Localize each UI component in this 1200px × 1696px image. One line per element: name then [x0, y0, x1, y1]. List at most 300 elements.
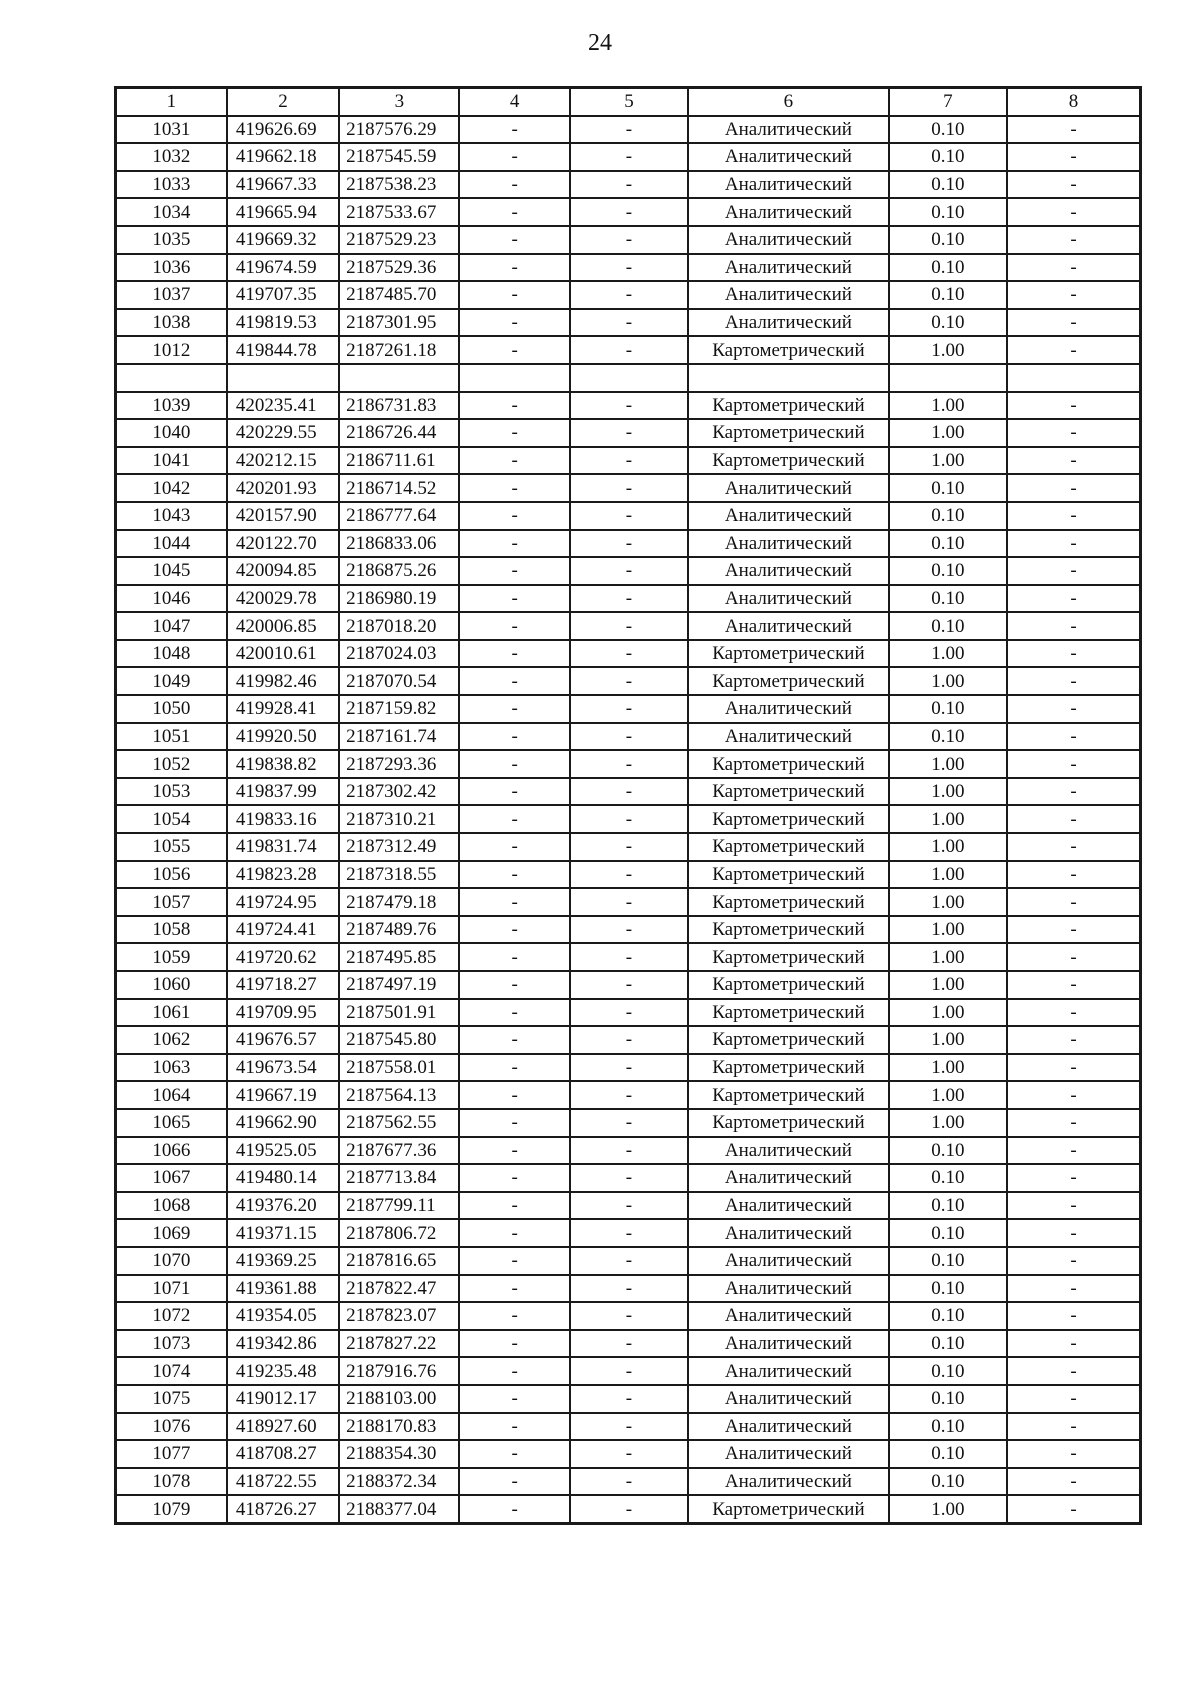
x-coordinate-cell: 419724.41: [227, 916, 339, 944]
method-cell: Аналитический: [688, 226, 889, 254]
col4-cell: -: [459, 1109, 569, 1137]
col4-cell: -: [459, 888, 569, 916]
col8-cell: -: [1007, 1275, 1140, 1303]
col8-cell: -: [1007, 805, 1140, 833]
point-number-cell: 1056: [116, 861, 227, 889]
col5-cell: -: [570, 530, 688, 558]
point-number-cell: 1042: [116, 474, 227, 502]
method-cell: Аналитический: [688, 1330, 889, 1358]
point-number-cell: 1048: [116, 640, 227, 668]
y-coordinate-cell: 2188170.83: [339, 1413, 459, 1441]
point-number-cell: [116, 364, 227, 392]
col4-cell: -: [459, 530, 569, 558]
x-coordinate-cell: 419718.27: [227, 971, 339, 999]
method-cell: Аналитический: [688, 309, 889, 337]
column-header: 4: [459, 88, 569, 116]
x-coordinate-cell: 418927.60: [227, 1413, 339, 1441]
method-cell: Аналитический: [688, 695, 889, 723]
coordinates-table: [114, 86, 1142, 1525]
point-number-cell: 1054: [116, 805, 227, 833]
method-cell: Картометрический: [688, 667, 889, 695]
accuracy-cell: 0.10: [889, 1468, 1007, 1496]
table-row: [116, 1137, 1141, 1165]
accuracy-cell: 0.10: [889, 1192, 1007, 1220]
col8-cell: -: [1007, 1330, 1140, 1358]
method-cell: Картометрический: [688, 392, 889, 420]
col4-cell: -: [459, 447, 569, 475]
x-coordinate-cell: 419833.16: [227, 805, 339, 833]
col5-cell: -: [570, 502, 688, 530]
col8-cell: -: [1007, 1385, 1140, 1413]
table-row: [116, 309, 1141, 337]
col4-cell: -: [459, 612, 569, 640]
accuracy-cell: 1.00: [889, 999, 1007, 1027]
accuracy-cell: 0.10: [889, 226, 1007, 254]
col4-cell: [459, 364, 569, 392]
accuracy-cell: 1.00: [889, 1109, 1007, 1137]
method-cell: Аналитический: [688, 143, 889, 171]
col4-cell: -: [459, 1054, 569, 1082]
accuracy-cell: 1.00: [889, 1026, 1007, 1054]
col4-cell: -: [459, 723, 569, 751]
y-coordinate-cell: 2188103.00: [339, 1385, 459, 1413]
col5-cell: -: [570, 336, 688, 364]
col4-cell: -: [459, 640, 569, 668]
col4-cell: -: [459, 281, 569, 309]
table-row: [116, 474, 1141, 502]
method-cell: Аналитический: [688, 116, 889, 144]
col5-cell: -: [570, 1164, 688, 1192]
col5-cell: -: [570, 1192, 688, 1220]
method-cell: Картометрический: [688, 640, 889, 668]
x-coordinate-cell: 419720.62: [227, 943, 339, 971]
col4-cell: -: [459, 557, 569, 585]
x-coordinate-cell: 419480.14: [227, 1164, 339, 1192]
point-number-cell: 1078: [116, 1468, 227, 1496]
col8-cell: -: [1007, 502, 1140, 530]
y-coordinate-cell: 2187159.82: [339, 695, 459, 723]
col4-cell: -: [459, 419, 569, 447]
y-coordinate-cell: 2187545.80: [339, 1026, 459, 1054]
col8-cell: -: [1007, 143, 1140, 171]
col8-cell: -: [1007, 419, 1140, 447]
col8-cell: [1007, 364, 1140, 392]
table-row: [116, 447, 1141, 475]
accuracy-cell: 1.00: [889, 447, 1007, 475]
col8-cell: -: [1007, 1302, 1140, 1330]
y-coordinate-cell: 2187558.01: [339, 1054, 459, 1082]
method-cell: Картометрический: [688, 1026, 889, 1054]
table-row: [116, 585, 1141, 613]
method-cell: Аналитический: [688, 1385, 889, 1413]
point-number-cell: 1052: [116, 750, 227, 778]
col5-cell: -: [570, 612, 688, 640]
accuracy-cell: 0.10: [889, 1413, 1007, 1441]
y-coordinate-cell: 2187070.54: [339, 667, 459, 695]
x-coordinate-cell: 419823.28: [227, 861, 339, 889]
method-cell: Аналитический: [688, 1192, 889, 1220]
col8-cell: -: [1007, 530, 1140, 558]
method-cell: Картометрический: [688, 971, 889, 999]
col5-cell: -: [570, 1330, 688, 1358]
point-number-cell: 1072: [116, 1302, 227, 1330]
col8-cell: -: [1007, 1247, 1140, 1275]
accuracy-cell: 0.10: [889, 1164, 1007, 1192]
col5-cell: -: [570, 585, 688, 613]
y-coordinate-cell: 2187018.20: [339, 612, 459, 640]
accuracy-cell: 1.00: [889, 916, 1007, 944]
x-coordinate-cell: 419673.54: [227, 1054, 339, 1082]
x-coordinate-cell: 419709.95: [227, 999, 339, 1027]
col8-cell: -: [1007, 612, 1140, 640]
col5-cell: -: [570, 447, 688, 475]
column-header: 6: [688, 88, 889, 116]
col4-cell: -: [459, 1495, 569, 1523]
col4-cell: -: [459, 778, 569, 806]
point-number-cell: 1047: [116, 612, 227, 640]
x-coordinate-cell: 419676.57: [227, 1026, 339, 1054]
method-cell: Картометрический: [688, 1081, 889, 1109]
y-coordinate-cell: 2187161.74: [339, 723, 459, 751]
accuracy-cell: 1.00: [889, 336, 1007, 364]
x-coordinate-cell: 419662.18: [227, 143, 339, 171]
col8-cell: -: [1007, 1219, 1140, 1247]
col8-cell: -: [1007, 557, 1140, 585]
x-coordinate-cell: 420006.85: [227, 612, 339, 640]
method-cell: Аналитический: [688, 1275, 889, 1303]
table-row: [116, 1440, 1141, 1468]
method-cell: Аналитический: [688, 198, 889, 226]
x-coordinate-cell: 419674.59: [227, 254, 339, 282]
table-row: [116, 171, 1141, 199]
y-coordinate-cell: 2187301.95: [339, 309, 459, 337]
method-cell: Картометрический: [688, 1109, 889, 1137]
col5-cell: -: [570, 916, 688, 944]
method-cell: Аналитический: [688, 254, 889, 282]
table-row: [116, 916, 1141, 944]
y-coordinate-cell: 2187533.67: [339, 198, 459, 226]
accuracy-cell: 0.10: [889, 1440, 1007, 1468]
point-number-cell: 1070: [116, 1247, 227, 1275]
col8-cell: -: [1007, 667, 1140, 695]
table-row: [116, 557, 1141, 585]
accuracy-cell: 0.10: [889, 1385, 1007, 1413]
col4-cell: -: [459, 392, 569, 420]
col5-cell: [570, 364, 688, 392]
point-number-cell: 1060: [116, 971, 227, 999]
accuracy-cell: 1.00: [889, 861, 1007, 889]
accuracy-cell: 0.10: [889, 281, 1007, 309]
col8-cell: -: [1007, 474, 1140, 502]
col4-cell: -: [459, 1137, 569, 1165]
table-row: [116, 1109, 1141, 1137]
col5-cell: -: [570, 1468, 688, 1496]
table-row: [116, 502, 1141, 530]
col5-cell: -: [570, 861, 688, 889]
point-number-cell: 1062: [116, 1026, 227, 1054]
point-number-cell: 1038: [116, 309, 227, 337]
method-cell: Аналитический: [688, 530, 889, 558]
table-row: [116, 1054, 1141, 1082]
method-cell: Аналитический: [688, 723, 889, 751]
point-number-cell: 1041: [116, 447, 227, 475]
col8-cell: -: [1007, 888, 1140, 916]
x-coordinate-cell: 419525.05: [227, 1137, 339, 1165]
col5-cell: -: [570, 1440, 688, 1468]
accuracy-cell: 1.00: [889, 778, 1007, 806]
col5-cell: -: [570, 833, 688, 861]
point-number-cell: 1065: [116, 1109, 227, 1137]
col4-cell: -: [459, 1275, 569, 1303]
col8-cell: -: [1007, 1440, 1140, 1468]
y-coordinate-cell: 2187261.18: [339, 336, 459, 364]
table-row: [116, 1275, 1141, 1303]
col4-cell: -: [459, 336, 569, 364]
point-number-cell: 1066: [116, 1137, 227, 1165]
y-coordinate-cell: 2187823.07: [339, 1302, 459, 1330]
method-cell: Аналитический: [688, 171, 889, 199]
method-cell: Картометрический: [688, 447, 889, 475]
point-number-cell: 1077: [116, 1440, 227, 1468]
col4-cell: -: [459, 226, 569, 254]
x-coordinate-cell: 419665.94: [227, 198, 339, 226]
col4-cell: -: [459, 309, 569, 337]
y-coordinate-cell: 2187312.49: [339, 833, 459, 861]
x-coordinate-cell: 419844.78: [227, 336, 339, 364]
accuracy-cell: 0.10: [889, 502, 1007, 530]
table-row: [116, 723, 1141, 751]
table-row: [116, 1219, 1141, 1247]
method-cell: Аналитический: [688, 474, 889, 502]
accuracy-cell: 1.00: [889, 1054, 1007, 1082]
point-number-cell: 1034: [116, 198, 227, 226]
col8-cell: -: [1007, 861, 1140, 889]
table-row: [116, 750, 1141, 778]
y-coordinate-cell: 2187916.76: [339, 1357, 459, 1385]
y-coordinate-cell: 2187024.03: [339, 640, 459, 668]
col4-cell: -: [459, 1192, 569, 1220]
col5-cell: -: [570, 392, 688, 420]
col5-cell: -: [570, 640, 688, 668]
col5-cell: -: [570, 226, 688, 254]
point-number-cell: 1046: [116, 585, 227, 613]
point-number-cell: 1064: [116, 1081, 227, 1109]
y-coordinate-cell: 2186875.26: [339, 557, 459, 585]
column-header: 5: [570, 88, 688, 116]
col5-cell: -: [570, 1413, 688, 1441]
col8-cell: -: [1007, 695, 1140, 723]
col5-cell: -: [570, 1302, 688, 1330]
y-coordinate-cell: 2188377.04: [339, 1495, 459, 1523]
col5-cell: -: [570, 143, 688, 171]
col4-cell: -: [459, 171, 569, 199]
col5-cell: -: [570, 1109, 688, 1137]
col5-cell: -: [570, 557, 688, 585]
col4-cell: -: [459, 916, 569, 944]
y-coordinate-cell: 2187822.47: [339, 1275, 459, 1303]
accuracy-cell: 1.00: [889, 640, 1007, 668]
col5-cell: -: [570, 254, 688, 282]
y-coordinate-cell: 2187545.59: [339, 143, 459, 171]
point-number-cell: 1036: [116, 254, 227, 282]
method-cell: Картометрический: [688, 833, 889, 861]
method-cell: Картометрический: [688, 1495, 889, 1523]
col4-cell: -: [459, 1385, 569, 1413]
point-number-cell: 1079: [116, 1495, 227, 1523]
table-row: [116, 861, 1141, 889]
accuracy-cell: 0.10: [889, 1302, 1007, 1330]
col8-cell: -: [1007, 1054, 1140, 1082]
point-number-cell: 1039: [116, 392, 227, 420]
point-number-cell: 1059: [116, 943, 227, 971]
point-number-cell: 1031: [116, 116, 227, 144]
table-row: [116, 1302, 1141, 1330]
table-row: [116, 612, 1141, 640]
x-coordinate-cell: 419376.20: [227, 1192, 339, 1220]
method-cell: Картометрический: [688, 1054, 889, 1082]
method-cell: Аналитический: [688, 1357, 889, 1385]
col4-cell: -: [459, 254, 569, 282]
col8-cell: -: [1007, 1026, 1140, 1054]
method-cell: Аналитический: [688, 1440, 889, 1468]
col4-cell: -: [459, 1330, 569, 1358]
method-cell: Картометрический: [688, 778, 889, 806]
table-row: [116, 226, 1141, 254]
y-coordinate-cell: 2187479.18: [339, 888, 459, 916]
y-coordinate-cell: 2186731.83: [339, 392, 459, 420]
y-coordinate-cell: 2187564.13: [339, 1081, 459, 1109]
col5-cell: -: [570, 1495, 688, 1523]
y-coordinate-cell: 2187489.76: [339, 916, 459, 944]
col4-cell: -: [459, 667, 569, 695]
table-row: [116, 1247, 1141, 1275]
accuracy-cell: 1.00: [889, 805, 1007, 833]
table-row: [116, 971, 1141, 999]
accuracy-cell: 0.10: [889, 171, 1007, 199]
table-row: [116, 1192, 1141, 1220]
table-row: [116, 1495, 1141, 1523]
col8-cell: -: [1007, 281, 1140, 309]
col8-cell: -: [1007, 116, 1140, 144]
col5-cell: -: [570, 198, 688, 226]
col5-cell: -: [570, 419, 688, 447]
x-coordinate-cell: 419838.82: [227, 750, 339, 778]
col8-cell: -: [1007, 750, 1140, 778]
method-cell: Картометрический: [688, 805, 889, 833]
accuracy-cell: 1.00: [889, 888, 1007, 916]
accuracy-cell: 1.00: [889, 667, 1007, 695]
table-row: [116, 805, 1141, 833]
point-number-cell: 1069: [116, 1219, 227, 1247]
col4-cell: -: [459, 943, 569, 971]
x-coordinate-cell: 420229.55: [227, 419, 339, 447]
table-row: [116, 116, 1141, 144]
x-coordinate-cell: 419707.35: [227, 281, 339, 309]
y-coordinate-cell: 2186833.06: [339, 530, 459, 558]
method-cell: Аналитический: [688, 1164, 889, 1192]
accuracy-cell: 1.00: [889, 419, 1007, 447]
table-row: [116, 640, 1141, 668]
method-cell: Картометрический: [688, 943, 889, 971]
col5-cell: -: [570, 1026, 688, 1054]
x-coordinate-cell: 419667.19: [227, 1081, 339, 1109]
col5-cell: -: [570, 309, 688, 337]
accuracy-cell: 0.10: [889, 1275, 1007, 1303]
x-coordinate-cell: 419361.88: [227, 1275, 339, 1303]
x-coordinate-cell: 419819.53: [227, 309, 339, 337]
x-coordinate-cell: 418722.55: [227, 1468, 339, 1496]
column-header: 7: [889, 88, 1007, 116]
accuracy-cell: 0.10: [889, 254, 1007, 282]
col4-cell: -: [459, 474, 569, 502]
accuracy-cell: [889, 364, 1007, 392]
col8-cell: -: [1007, 778, 1140, 806]
column-header: 2: [227, 88, 339, 116]
col5-cell: -: [570, 1137, 688, 1165]
col4-cell: -: [459, 198, 569, 226]
method-cell: Аналитический: [688, 1302, 889, 1330]
col4-cell: -: [459, 1081, 569, 1109]
accuracy-cell: 0.10: [889, 530, 1007, 558]
method-cell: Аналитический: [688, 557, 889, 585]
point-number-cell: 1044: [116, 530, 227, 558]
y-coordinate-cell: 2188372.34: [339, 1468, 459, 1496]
table-row: [116, 1357, 1141, 1385]
accuracy-cell: 1.00: [889, 971, 1007, 999]
col4-cell: -: [459, 1164, 569, 1192]
y-coordinate-cell: 2187562.55: [339, 1109, 459, 1137]
y-coordinate-cell: 2187529.36: [339, 254, 459, 282]
y-coordinate-cell: 2187293.36: [339, 750, 459, 778]
x-coordinate-cell: 418726.27: [227, 1495, 339, 1523]
col8-cell: -: [1007, 254, 1140, 282]
method-cell: Аналитический: [688, 612, 889, 640]
x-coordinate-cell: 419235.48: [227, 1357, 339, 1385]
col8-cell: -: [1007, 1081, 1140, 1109]
col4-cell: -: [459, 1357, 569, 1385]
col8-cell: -: [1007, 1495, 1140, 1523]
col4-cell: -: [459, 502, 569, 530]
col8-cell: -: [1007, 640, 1140, 668]
table-row: [116, 1330, 1141, 1358]
method-cell: Аналитический: [688, 1468, 889, 1496]
col4-cell: -: [459, 999, 569, 1027]
accuracy-cell: 1.00: [889, 943, 1007, 971]
x-coordinate-cell: 419667.33: [227, 171, 339, 199]
accuracy-cell: 0.10: [889, 1330, 1007, 1358]
accuracy-cell: 0.10: [889, 557, 1007, 585]
method-cell: [688, 364, 889, 392]
column-header: 1: [116, 88, 227, 116]
y-coordinate-cell: 2188354.30: [339, 1440, 459, 1468]
col4-cell: -: [459, 1302, 569, 1330]
y-coordinate-cell: 2186714.52: [339, 474, 459, 502]
table-header-row: [116, 88, 1141, 116]
col8-cell: -: [1007, 309, 1140, 337]
point-number-cell: 1076: [116, 1413, 227, 1441]
col8-cell: -: [1007, 1109, 1140, 1137]
y-coordinate-cell: 2187310.21: [339, 805, 459, 833]
point-number-cell: 1049: [116, 667, 227, 695]
col5-cell: -: [570, 943, 688, 971]
x-coordinate-cell: 420029.78: [227, 585, 339, 613]
accuracy-cell: 0.10: [889, 474, 1007, 502]
table-row: [116, 778, 1141, 806]
table-row: [116, 143, 1141, 171]
table-row: [116, 1026, 1141, 1054]
col5-cell: -: [570, 474, 688, 502]
col5-cell: -: [570, 1054, 688, 1082]
